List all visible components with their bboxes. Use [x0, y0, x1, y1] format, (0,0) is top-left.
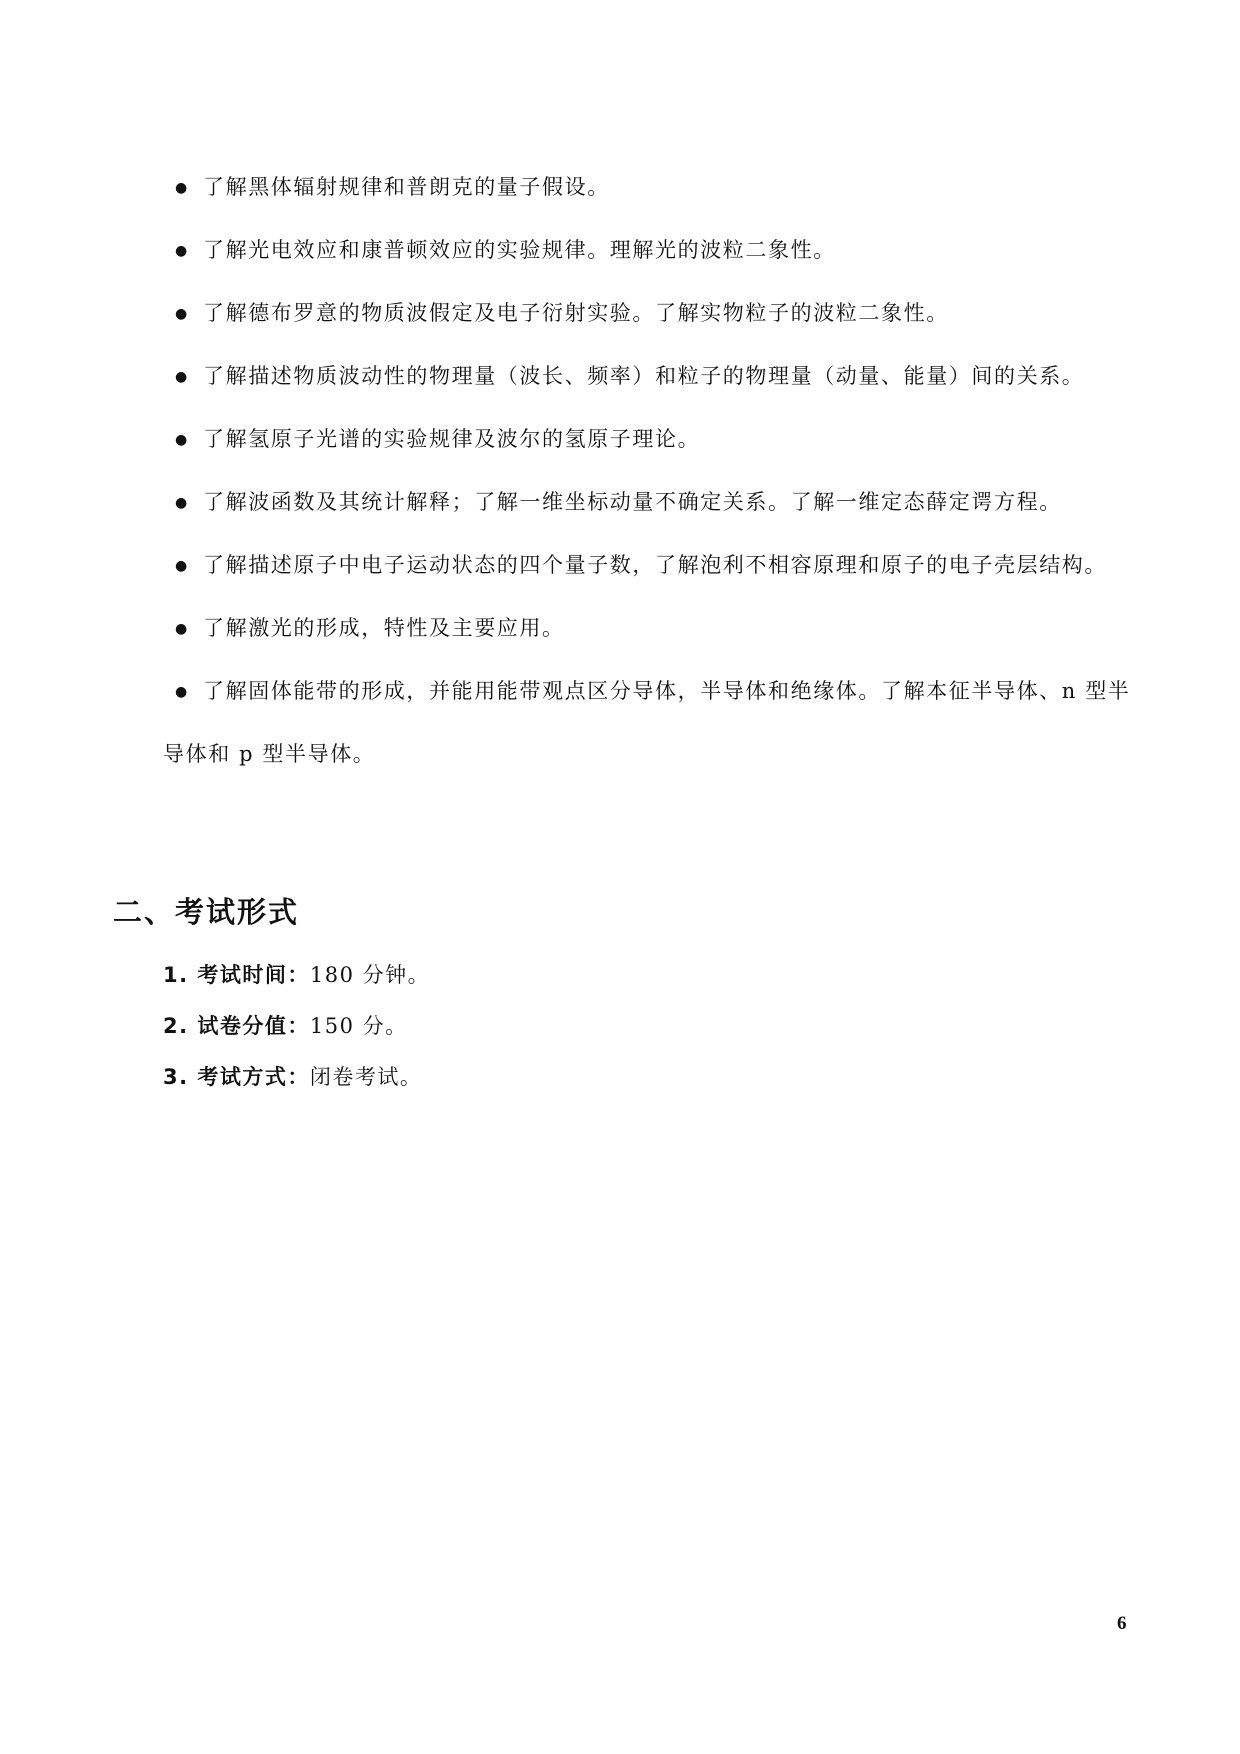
section-heading: 二、考试形式 — [113, 895, 300, 929]
list-item — [163, 534, 1148, 597]
bullet-icon: ● — [175, 243, 189, 259]
list-item — [163, 345, 1148, 408]
list-item-text: 了解激光的形成，特性及主要应用。 — [203, 616, 565, 640]
bullet-icon: ● — [175, 306, 189, 322]
list-item-text: 了解德布罗意的物质波假定及电子衍射实验。了解实物粒子的波粒二象性。 — [203, 301, 949, 325]
list-item — [163, 408, 1148, 471]
knowledge-points-list — [163, 156, 1148, 785]
exam-time-value: 180 分钟。 — [309, 963, 431, 987]
list-item-text: 了解描述物质波动性的物理量（波长、频率）和粒子的物理量（动量、能量）间的关系。 — [203, 364, 1085, 388]
list-item-text: 了解固体能带的形成，并能用能带观点区分导体，半导体和绝缘体。了解本征半导体、n 型半导体和 p 型半导体。 — [163, 679, 1131, 766]
bullet-icon: ● — [175, 621, 189, 637]
bullet-icon: ● — [175, 369, 189, 385]
exam-time-label: 1. 考试时间： — [163, 963, 310, 987]
bullet-icon: ● — [175, 495, 189, 511]
list-item-text: 了解氢原子光谱的实验规律及波尔的氢原子理论。 — [203, 427, 701, 451]
list-item — [163, 471, 1148, 534]
bullet-icon: ● — [175, 684, 189, 700]
list-item — [163, 156, 1148, 219]
exam-time-row — [163, 950, 430, 1001]
list-item-text: 了解黑体辐射规律和普朗克的量子假设。 — [203, 175, 610, 199]
exam-score-label: 2. 试卷分值： — [163, 1014, 310, 1038]
list-item-text: 了解波函数及其统计解释；了解一维坐标动量不确定关系。了解一维定态薛定谔方程。 — [203, 490, 1062, 514]
exam-score-row — [163, 1001, 430, 1052]
bullet-icon: ● — [175, 180, 189, 196]
bullet-icon: ● — [175, 432, 189, 448]
exam-info-list — [163, 950, 430, 1103]
list-item — [163, 597, 1148, 660]
list-item-text: 了解描述原子中电子运动状态的四个量子数，了解泡利不相容原理和原子的电子壳层结构。 — [203, 553, 1107, 577]
list-item-text: 了解光电效应和康普顿效应的实验规律。理解光的波粒二象性。 — [203, 238, 836, 262]
exam-score-value: 150 分。 — [309, 1014, 408, 1038]
list-item — [163, 660, 1148, 785]
exam-method-label: 3. 考试方式： — [163, 1065, 310, 1089]
exam-method-row — [163, 1052, 430, 1103]
bullet-icon: ● — [175, 558, 189, 574]
page-number: 6 — [1117, 1613, 1127, 1634]
list-item — [163, 219, 1148, 282]
list-item — [163, 282, 1148, 345]
exam-method-value: 闭卷考试。 — [309, 1065, 423, 1089]
